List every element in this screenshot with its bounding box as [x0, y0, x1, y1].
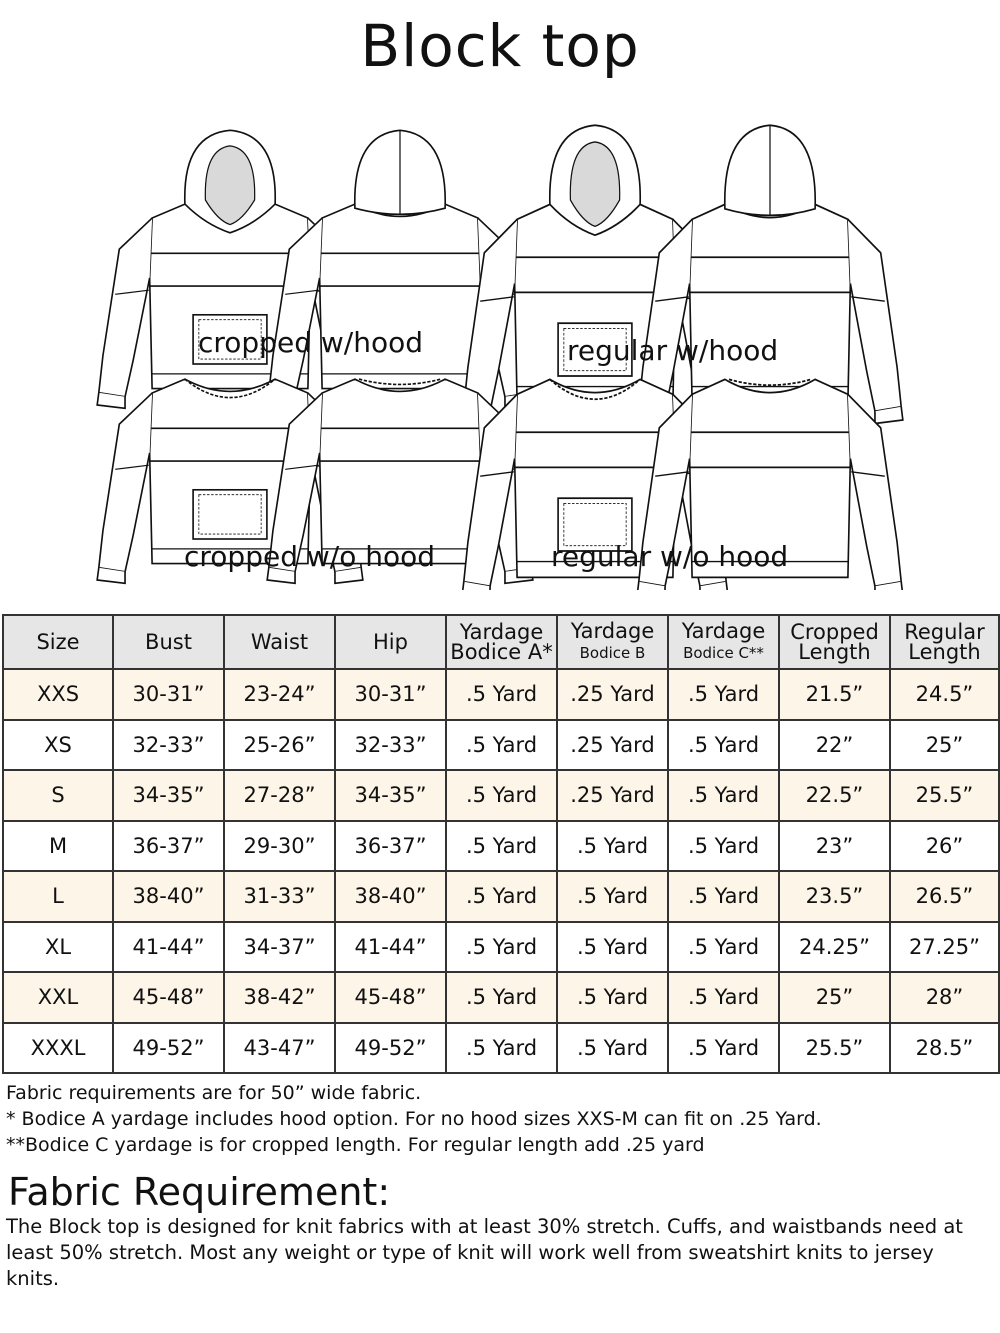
- header-size: Size: [3, 615, 113, 669]
- table-row: [3, 871, 999, 922]
- cell-size: XS: [3, 720, 113, 771]
- header-waist: Waist: [224, 615, 335, 669]
- cell-cropped: 23”: [779, 821, 890, 872]
- table-row: [3, 922, 999, 973]
- cell-cropped: 23.5”: [779, 871, 890, 922]
- cell-a: .5 Yard: [446, 871, 557, 922]
- cell-size: L: [3, 871, 113, 922]
- note-bodice-a: * Bodice A yardage includes hood option. For no hood sizes XXS-M can fit on .25 Yard.: [6, 1108, 822, 1130]
- cell-b: .5 Yard: [557, 871, 668, 922]
- cell-waist: 43-47”: [224, 1023, 335, 1074]
- cell-cropped: 22.5”: [779, 770, 890, 821]
- cell-cropped: 25.5”: [779, 1023, 890, 1074]
- cell-waist: 27-28”: [224, 770, 335, 821]
- fabric-requirement-text: The Block top is designed for knit fabrics with at least 30% stretch. Cuffs, and waistbands need at least 50% stretch. Most any weight or type of knit will work well from sweatshirt knits to jersey knits.: [6, 1215, 963, 1290]
- cell-hip: 32-33”: [335, 720, 446, 771]
- cell-waist: 34-37”: [224, 922, 335, 973]
- cell-hip: 36-37”: [335, 821, 446, 872]
- header-regular-length: Regular Length: [890, 615, 999, 669]
- cell-a: .5 Yard: [446, 720, 557, 771]
- cell-hip: 41-44”: [335, 922, 446, 973]
- cell-a: .5 Yard: [446, 669, 557, 720]
- cell-regular: 28.5”: [890, 1023, 999, 1074]
- cell-regular: 25.5”: [890, 770, 999, 821]
- cell-b: .25 Yard: [557, 770, 668, 821]
- cell-size: XXS: [3, 669, 113, 720]
- table-row: [3, 720, 999, 771]
- table-notes: [6, 1080, 822, 1158]
- cell-b: .5 Yard: [557, 972, 668, 1023]
- cell-c: .5 Yard: [668, 922, 779, 973]
- variant-label-cropped-nohood: cropped w/o hood: [184, 540, 436, 573]
- cell-b: .5 Yard: [557, 1023, 668, 1074]
- cell-size: M: [3, 821, 113, 872]
- cell-a: .5 Yard: [446, 821, 557, 872]
- cell-waist: 38-42”: [224, 972, 335, 1023]
- cell-size: XL: [3, 922, 113, 973]
- note-bodice-c: **Bodice C yardage is for cropped length. For regular length add .25 yard: [6, 1134, 705, 1156]
- variant-label-regular-nohood: regular w/o hood: [551, 540, 789, 573]
- variant-label-regular-hood: regular w/hood: [567, 334, 779, 367]
- cell-bust: 38-40”: [113, 871, 224, 922]
- cell-hip: 45-48”: [335, 972, 446, 1023]
- cell-regular: 26.5”: [890, 871, 999, 922]
- table-row: [3, 821, 999, 872]
- cell-c: .5 Yard: [668, 720, 779, 771]
- cell-cropped: 21.5”: [779, 669, 890, 720]
- cell-size: S: [3, 770, 113, 821]
- cell-regular: 25”: [890, 720, 999, 771]
- variant-label-cropped-hood: cropped w/hood: [198, 326, 423, 359]
- header-yardage-c: Yardage Bodice C**: [668, 615, 779, 669]
- cell-hip: 34-35”: [335, 770, 446, 821]
- cell-a: .5 Yard: [446, 972, 557, 1023]
- cell-c: .5 Yard: [668, 770, 779, 821]
- cell-b: .25 Yard: [557, 669, 668, 720]
- cell-c: .5 Yard: [668, 669, 779, 720]
- cell-a: .5 Yard: [446, 1023, 557, 1074]
- note-fabric-width: Fabric requirements are for 50” wide fabric.: [6, 1082, 422, 1104]
- cell-bust: 36-37”: [113, 821, 224, 872]
- size-chart-table: [2, 614, 1000, 1074]
- cell-regular: 27.25”: [890, 922, 999, 973]
- cell-size: XXXL: [3, 1023, 113, 1074]
- table-row: [3, 972, 999, 1023]
- fabric-requirement-heading: Fabric Requirement:: [8, 1170, 391, 1214]
- garment-illustrations: [0, 90, 1000, 590]
- cell-bust: 34-35”: [113, 770, 224, 821]
- cell-bust: 45-48”: [113, 972, 224, 1023]
- cell-c: .5 Yard: [668, 972, 779, 1023]
- table-row: [3, 1023, 999, 1074]
- table-header-row: [3, 615, 999, 669]
- table-row: [3, 669, 999, 720]
- cell-waist: 25-26”: [224, 720, 335, 771]
- header-cropped-length: Cropped Length: [779, 615, 890, 669]
- page-title: Block top: [360, 12, 640, 80]
- cell-waist: 29-30”: [224, 821, 335, 872]
- cell-c: .5 Yard: [668, 821, 779, 872]
- cell-cropped: 25”: [779, 972, 890, 1023]
- table-row: [3, 770, 999, 821]
- header-yardage-b: Yardage Bodice B: [557, 615, 668, 669]
- cell-cropped: 22”: [779, 720, 890, 771]
- header-yardage-a: Yardage Bodice A*: [446, 615, 557, 669]
- cell-bust: 49-52”: [113, 1023, 224, 1074]
- header-hip: Hip: [335, 615, 446, 669]
- cell-b: .25 Yard: [557, 720, 668, 771]
- cell-regular: 24.5”: [890, 669, 999, 720]
- cell-hip: 49-52”: [335, 1023, 446, 1074]
- cell-b: .5 Yard: [557, 821, 668, 872]
- cell-a: .5 Yard: [446, 922, 557, 973]
- cell-waist: 31-33”: [224, 871, 335, 922]
- cell-waist: 23-24”: [224, 669, 335, 720]
- cell-size: XXL: [3, 972, 113, 1023]
- cell-bust: 32-33”: [113, 720, 224, 771]
- cell-regular: 26”: [890, 821, 999, 872]
- cell-regular: 28”: [890, 972, 999, 1023]
- cell-cropped: 24.25”: [779, 922, 890, 973]
- cell-b: .5 Yard: [557, 922, 668, 973]
- cell-c: .5 Yard: [668, 1023, 779, 1074]
- cell-a: .5 Yard: [446, 770, 557, 821]
- cell-hip: 38-40”: [335, 871, 446, 922]
- header-bust: Bust: [113, 615, 224, 669]
- cell-bust: 30-31”: [113, 669, 224, 720]
- cell-c: .5 Yard: [668, 871, 779, 922]
- cell-bust: 41-44”: [113, 922, 224, 973]
- cell-hip: 30-31”: [335, 669, 446, 720]
